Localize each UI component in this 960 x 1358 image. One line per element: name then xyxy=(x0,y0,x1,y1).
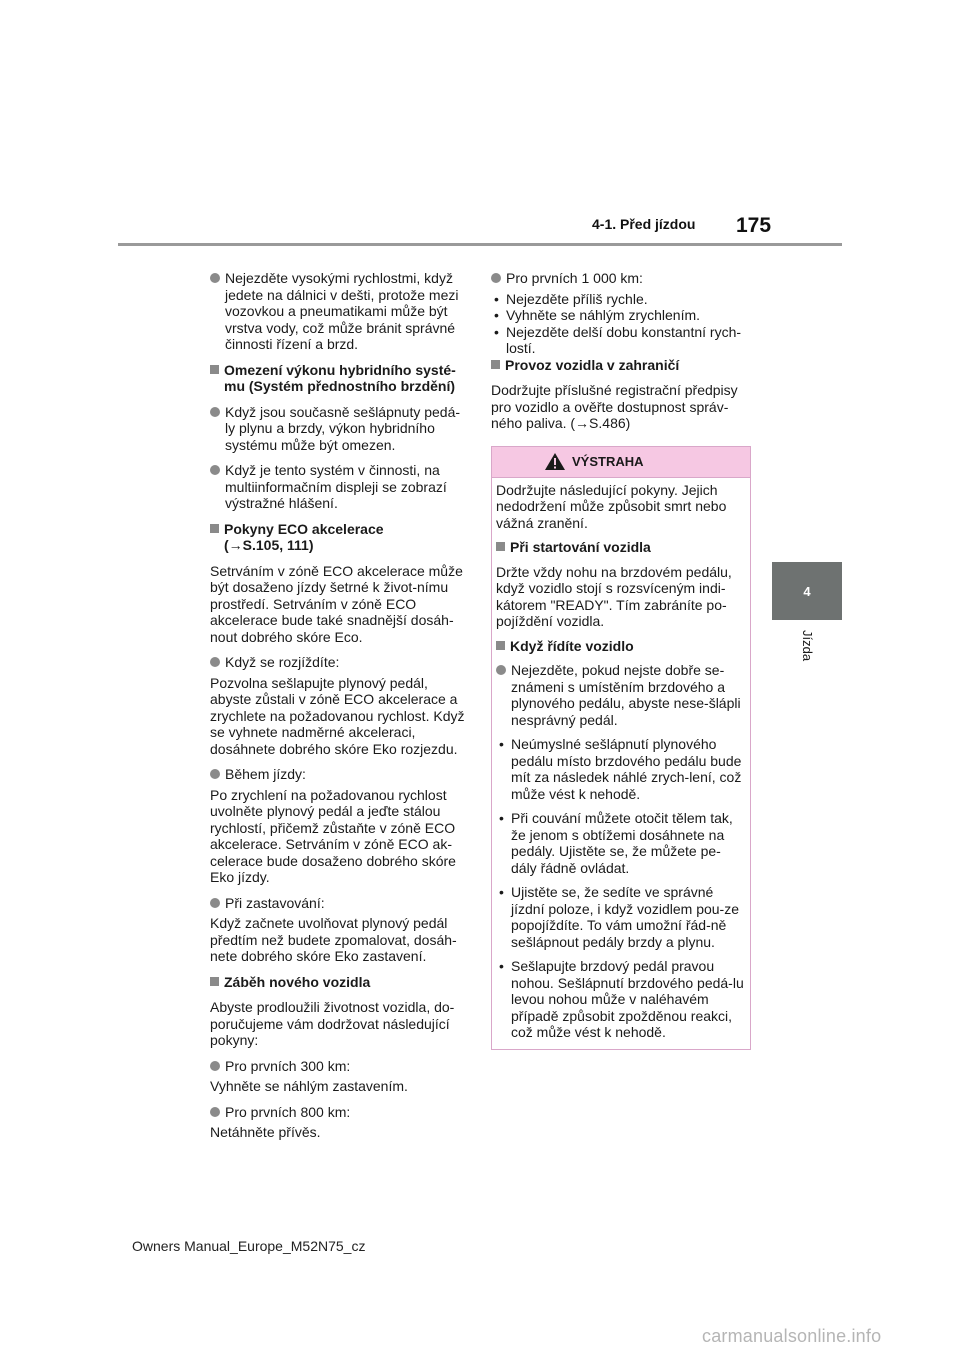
paragraph-stopping: Když začnete uvolňovat plynový pedál předtím než budete zpomalovat, dosáh-nete dobrého skóre Eko zastavení. xyxy=(210,915,457,964)
warning-paragraph-start: Držte vždy nohu na brzdovém pedálu, když vozidlo stojí s rozsvíceným indi-kátorem "READY". Tím zabráníte po-pojíždění vozidla. xyxy=(496,563,732,629)
warning-subheading-start: Při startování vozidla xyxy=(496,539,744,556)
subheading-power-limit: Omezení výkonu hybridního systé-mu (Systém přednostního brzdění) xyxy=(210,362,468,395)
chapter-number: 4 xyxy=(803,583,811,599)
bullet-1000km: Pro prvních 1 000 km: xyxy=(491,270,753,287)
bullet-stopping: Při zastavování: xyxy=(210,895,468,912)
bullet-800km: Pro prvních 800 km: xyxy=(210,1104,468,1121)
bullet-rain-speed: Nejezděte vysokými rychlostmi, když jedete na dálnici v dešti, protože mezi vozovkou a pneumatikami může být vrstva vody, což může bránit správné činnosti řízení a brzd. xyxy=(210,270,468,353)
warning-subheading-driving: Když řídíte vozidlo xyxy=(496,638,744,655)
page-reference-link[interactable]: (→S.105, 111) xyxy=(224,537,314,553)
list-item: • Ujistěte se, že sedíte ve správné jízdní poloze, i když vozidlem pou-ze popojíždíte. To vám umožní řád-ně sešlápnout pedály brzdy a plynu. xyxy=(496,884,744,950)
bullet-starting: Když se rozjíždíte: xyxy=(210,654,468,671)
list-item: • Při couvání můžete otočit tělem tak, že jenom s obtížemi dosáhnete na pedály. Ujistěte se, že můžete pe-dály řádně ovládat. xyxy=(496,810,744,876)
subheading-abroad: Provoz vozidla v zahraničí xyxy=(491,357,753,374)
warning-body xyxy=(492,478,750,1049)
paragraph-driving: Po zrychlení na požadovanou rychlost uvolněte plynový pedál a jeďte stálou rychlostí, přičemž zůstaňte v zóně ECO akcelerace. Setrváním v zóně ECO ak-celerace bude dosaženo dobrého skóre Eko jízdy. xyxy=(210,786,456,885)
subheading-break-in: Záběh nového vozidla xyxy=(210,974,468,991)
warning-bullet-pedals: Nejezděte, pokud nejste dobře se-známeni s umístěním brzdového a plynového pedálu, abyste nese-šlápli nesprávný pedál. xyxy=(496,662,744,728)
chapter-title: Jízda xyxy=(800,630,815,662)
list-item: • Nejezděte delší dobu konstantní rych-lostí. xyxy=(491,324,753,357)
list-1000km xyxy=(491,291,753,357)
warning-intro: Dodržujte následující pokyny. Jejich nedodržení může způsobit smrt nebo vážná zranění. xyxy=(496,481,727,531)
right-column xyxy=(491,270,753,1050)
chapter-tab xyxy=(772,562,842,620)
bullet-300km: Pro prvních 300 km: xyxy=(210,1058,468,1075)
bullet-driving: Během jízdy: xyxy=(210,766,468,783)
list-item: • Sešlapujte brzdový pedál pravou nohou. Sešlápnutí brzdového pedá-lu levou nohou může v naléhavém případě způsobit zpožděnou reakci, což může vést k nehodě. xyxy=(496,958,744,1041)
list-item: • Vyhněte se náhlým zrychlením. xyxy=(491,307,753,324)
list-item: • Neúmyslné sešlápnutí plynového pedálu místo brzdového pedálu bude mít za následek náhlé zrych-lení, což může vést k nehodě. xyxy=(496,736,744,802)
paragraph-abroad: Dodržujte příslušné registrační předpisy pro vozidlo a ověřte dostupnost správ-ného paliva. (→S.486) xyxy=(491,382,738,431)
paragraph-eco-intro: Setrváním v zóně ECO akcelerace může být dosaženo jízdy šetrné k život-nímu prostředí. Setrváním v zóně ECO akcelerace bude také snadnější dosáh-nout dobrého skóre Eco. xyxy=(210,562,463,645)
warning-triangle-icon xyxy=(544,452,566,471)
footer-manual-id: Owners Manual_Europe_M52N75_cz xyxy=(132,1238,366,1254)
paragraph-break-in: Abyste prodloužili životnost vozidla, do-poručujeme vám dodržovat následující pokyny: xyxy=(210,999,455,1048)
warning-title: VÝSTRAHA xyxy=(572,453,644,469)
paragraph-800km: Netáhněte přívěs. xyxy=(210,1124,321,1140)
subheading-eco-accel-title: Pokyny ECO akcelerace xyxy=(224,520,384,537)
paragraph-300km: Vyhněte se náhlým zastavením. xyxy=(210,1078,408,1094)
left-column xyxy=(210,270,468,1150)
warning-header xyxy=(492,447,750,478)
list-item: • Nejezděte příliš rychle. xyxy=(491,291,753,308)
bullet-pedals-both: Když jsou současně sešlápnuty pedá-ly plynu a brzdy, výkon hybridního systému může být omezen. xyxy=(210,404,468,454)
subheading-eco-accel xyxy=(210,521,468,554)
bullet-warning-message: Když je tento systém v činnosti, na multiinformačním displeji se zobrazí výstražné hlášení. xyxy=(210,462,468,512)
paragraph-starting: Pozvolna sešlapujte plynový pedál, abyste zůstali v zóně ECO akcelerace a zrychlete na požadovanou rychlost. Když se vyhnete nadměrné akceleraci, dosáhnete dobrého skóre Eko rozjezdu. xyxy=(210,674,465,757)
section-title: 4-1. Před jízdou xyxy=(592,216,696,232)
page-number: 175 xyxy=(736,214,772,237)
watermark: carmanualsonline.info xyxy=(702,1326,882,1346)
header-divider xyxy=(118,243,842,246)
chapter-title-vertical xyxy=(789,630,829,680)
warning-box xyxy=(491,446,751,1050)
